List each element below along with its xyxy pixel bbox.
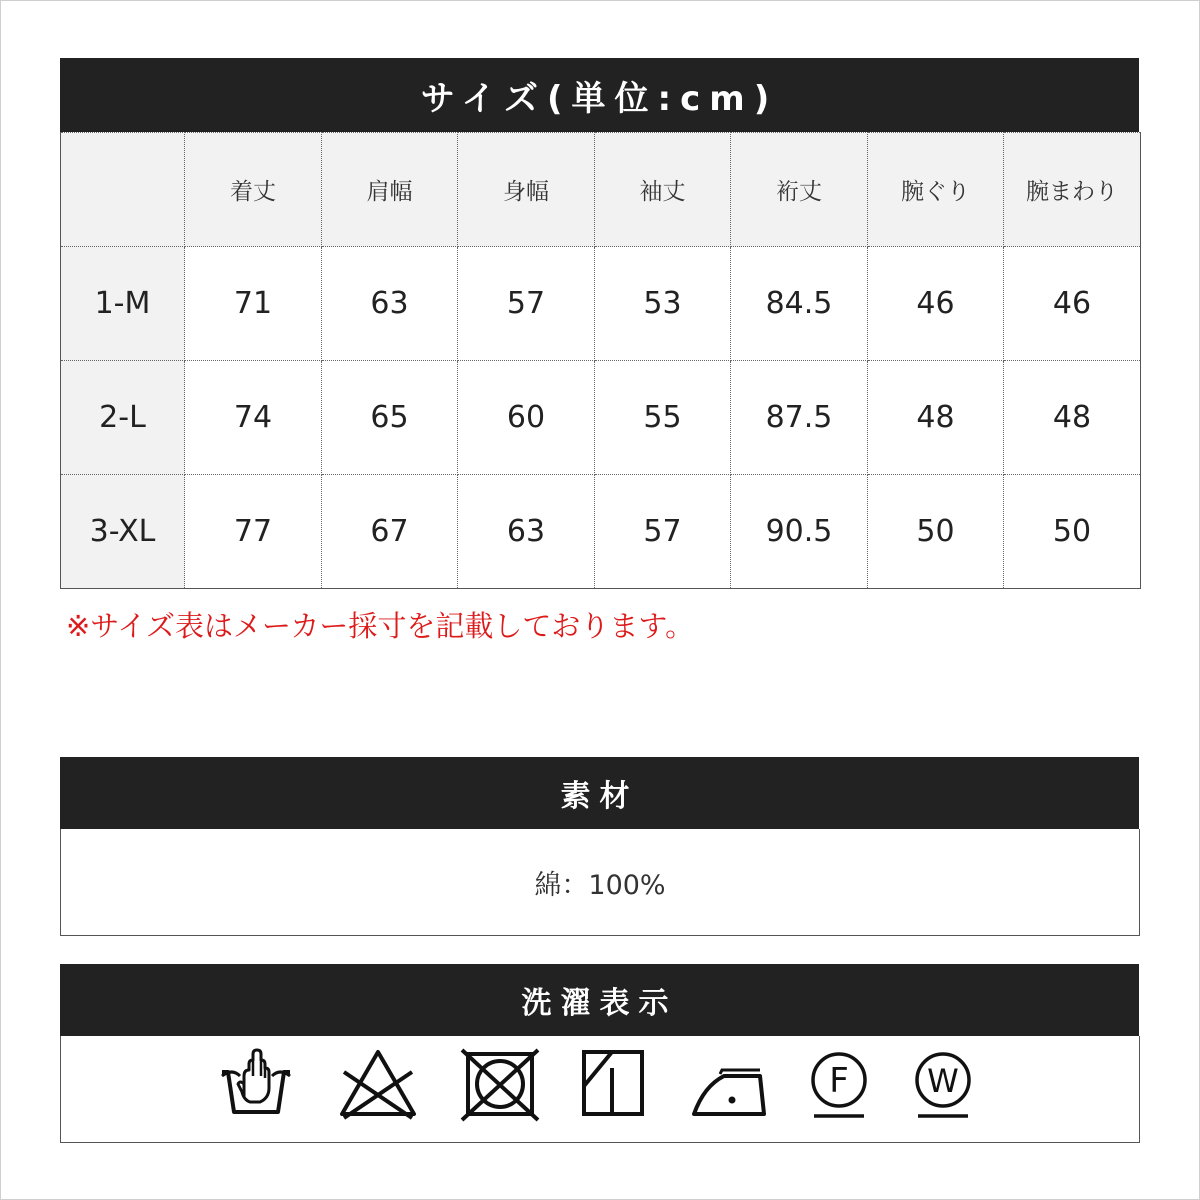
table-cell: 55 — [595, 361, 731, 475]
column-header: 着丈 — [185, 133, 322, 247]
table-cell: 57 — [595, 475, 731, 589]
column-header: 袖丈 — [595, 133, 731, 247]
table-cell: 48 — [1004, 361, 1141, 475]
laundry-section-title: 洗濯表示 — [60, 964, 1139, 1036]
column-header: 腕まわり — [1004, 133, 1141, 247]
table-cell: 50 — [1004, 475, 1141, 589]
iron-low-icon — [690, 1046, 770, 1122]
table-cell: 50 — [868, 475, 1004, 589]
line-dry-shade-icon — [580, 1046, 646, 1122]
table-cell: 74 — [185, 361, 322, 475]
column-header: 肩幅 — [322, 133, 458, 247]
no-tumble-dry-icon — [460, 1046, 540, 1122]
table-cell: 46 — [1004, 247, 1141, 361]
table-row — [61, 247, 1141, 361]
table-cell: 71 — [185, 247, 322, 361]
no-bleach-icon — [338, 1046, 418, 1122]
table-cell: 90.5 — [731, 475, 868, 589]
table-cell: 48 — [868, 361, 1004, 475]
dry-clean-letter: F — [829, 1061, 849, 1101]
size-note: ※サイズ表はメーカー採寸を記載しております。 — [66, 609, 695, 643]
material-content: 綿：100% — [534, 869, 666, 901]
size-section-title: サイズ(単位:cm) — [60, 58, 1139, 132]
hand-wash-icon — [218, 1046, 294, 1122]
table-cell: 63 — [458, 475, 595, 589]
column-header: 身幅 — [458, 133, 595, 247]
table-cell: 77 — [185, 475, 322, 589]
table-cell: 63 — [322, 247, 458, 361]
table-cell: 57 — [458, 247, 595, 361]
row-label: 3-XL — [61, 475, 185, 589]
wet-clean-letter: W — [927, 1062, 959, 1100]
table-cell: 60 — [458, 361, 595, 475]
table-row — [61, 361, 1141, 475]
row-label: 1-M — [61, 247, 185, 361]
size-table-header-row — [61, 133, 1141, 247]
table-cell: 53 — [595, 247, 731, 361]
table-cell: 46 — [868, 247, 1004, 361]
wet-clean-w-icon — [912, 1046, 974, 1122]
material-content-box — [60, 829, 1140, 936]
size-table — [60, 132, 1141, 589]
dry-clean-f-icon — [808, 1046, 870, 1122]
table-cell: 65 — [322, 361, 458, 475]
table-cell: 67 — [322, 475, 458, 589]
row-label: 2-L — [61, 361, 185, 475]
table-cell: 87.5 — [731, 361, 868, 475]
table-row — [61, 475, 1141, 589]
column-header: 腕ぐり — [868, 133, 1004, 247]
table-cell: 84.5 — [731, 247, 868, 361]
material-section-title: 素材 — [60, 757, 1139, 829]
column-header: 裄丈 — [731, 133, 868, 247]
size-table-corner — [61, 133, 185, 247]
